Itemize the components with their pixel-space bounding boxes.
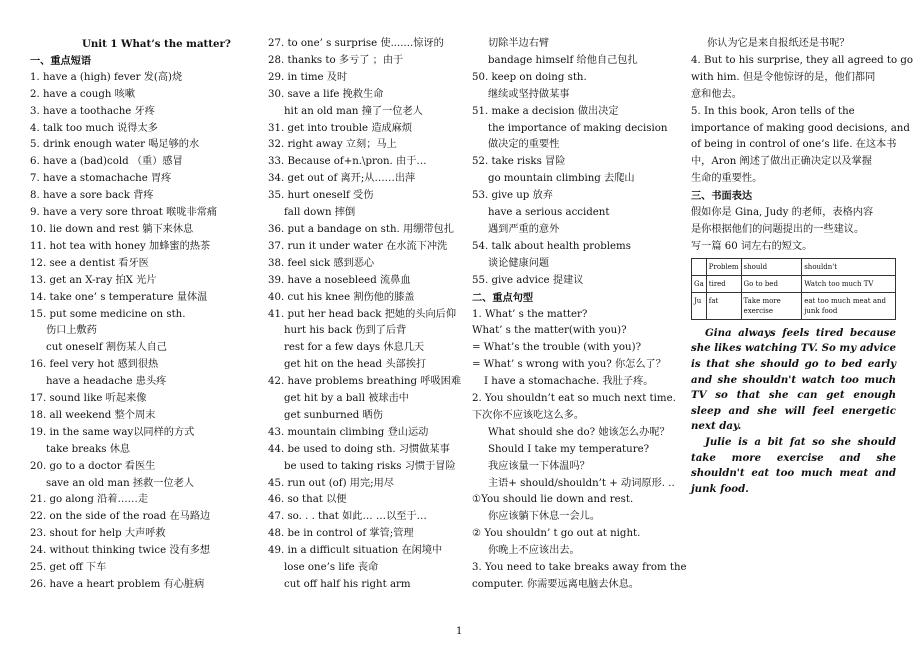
text-line: 33. Because of+n.\pron. 由于… xyxy=(268,156,427,168)
text-line: 你认为它是来自报纸还是书呢？ xyxy=(707,38,850,49)
page-number: 1 xyxy=(456,626,463,637)
text-line: 17. sound like 听起来像 xyxy=(30,393,147,405)
text-line: 三、书面表达 xyxy=(691,190,753,203)
sentence-and-writing-list xyxy=(691,36,914,256)
text-line: 43. mountain climbing 登山运动 xyxy=(268,426,429,438)
table-header-cell: shouldn't xyxy=(802,258,896,275)
text-line: 52. take risks 冒险 xyxy=(472,156,566,168)
text-line: 写一篇 60 词左右的短文。 xyxy=(691,240,813,252)
text-line: 中，Aron 阐述了做出正确决定以及掌握 xyxy=(691,156,872,168)
text-line: 28. thanks to 多亏了 ；由于 xyxy=(268,54,404,66)
text-line: Should I take my temperature? xyxy=(488,443,650,455)
text-line: 19. in the same way以同样的方式 xyxy=(30,426,195,438)
text-line: 15. put some medicine on sth. xyxy=(30,308,186,320)
text-line: 36. put a bandage on sth. 用绷带包扎 xyxy=(268,223,454,235)
column-2 xyxy=(268,36,468,594)
text-line: 5. In this book, Aron tells of the xyxy=(691,105,855,117)
text-line: rest for a few days 休息几天 xyxy=(284,342,425,354)
text-line: importance of making good decisions, and xyxy=(691,122,910,134)
column-3 xyxy=(472,36,687,594)
text-line: save an old man 拯救一位老人 xyxy=(46,477,195,489)
text-line: 10. lie down and rest 躺下来休息 xyxy=(30,223,194,235)
advice-table xyxy=(691,258,896,320)
text-line: 38. feel sick 感到恶心 xyxy=(268,257,375,269)
text-line: 25. get off 下车 xyxy=(30,562,107,574)
text-line: 49. in a difficult situation 在闲境中 xyxy=(268,545,443,557)
text-line: 4. But to his surprise, they all agreed to go xyxy=(691,54,914,66)
text-line: 37. run it under water 在水流下冲洗 xyxy=(268,240,448,252)
text-line: 二、重点句型 xyxy=(472,291,534,304)
text-line: 13. get an X-ray 拍X 光片 xyxy=(30,274,157,286)
text-line: 你晚上不应该出去。 xyxy=(488,545,580,557)
text-line: fall down 摔倒 xyxy=(284,207,356,219)
text-line: 32. right away 立刻；马上 xyxy=(268,139,397,151)
table-cell: Ga xyxy=(692,275,707,292)
text-line: 53. give up 放弃 xyxy=(472,190,553,202)
text-line: get hit on the head 头部挨打 xyxy=(284,359,427,371)
phrase-and-sentence-list xyxy=(472,36,687,594)
text-line: 我应该量一下体温吗？ xyxy=(488,460,590,472)
text-line: 21. go along 沿着……走 xyxy=(30,494,149,506)
table-header-cell: should xyxy=(741,258,802,275)
text-line: 16. feel very hot 感到很热 xyxy=(30,359,159,371)
text-line: 12. see a dentist 看牙医 xyxy=(30,257,149,269)
text-line: 5. drink enough water 喝足够的水 xyxy=(30,139,200,151)
text-line: 41. put her head back 把她的头向后仰 xyxy=(268,308,457,320)
text-line: 做决定的重要性 xyxy=(488,139,560,151)
text-line: 50. keep on doing sth. xyxy=(472,71,587,83)
table-cell: Ju xyxy=(692,292,707,319)
section-heading-phrases: 一、重点短语 xyxy=(30,54,92,67)
essay-paragraph-1: Gina always feels tired because she likes watching TV. So my advice is that she should go to bed early and she shouldn't watch too much TV so that she can get enough sleep and she will feel energetic next day. xyxy=(691,326,896,433)
text-line: 44. be used to doing sth. 习惯做某事 xyxy=(268,443,450,455)
phrase-list xyxy=(268,36,468,594)
text-line: hurt his back 伤到了后背 xyxy=(284,325,407,337)
text-line: 是你根据他们的问题提出的一些建议。 xyxy=(691,223,865,235)
table-cell: tired xyxy=(706,275,741,292)
text-line: the importance of making decision xyxy=(488,122,668,134)
text-line: 切除半边右臂 xyxy=(488,38,550,49)
text-line: 生命的重要性。 xyxy=(691,173,763,185)
text-line: 51. make a decision 做出决定 xyxy=(472,105,619,117)
text-line: ② You shouldn’ t go out at night. xyxy=(472,528,641,540)
table-cell: Go to bed xyxy=(741,275,802,292)
essay-paragraph-2: Julie is a bit fat so she should take more exercise and she shouldn't eat too much meat and junk food. xyxy=(691,435,896,495)
text-line: 39. have a nosebleed 流鼻血 xyxy=(268,274,411,286)
text-line: 48. be in control of 掌管;管理 xyxy=(268,528,414,540)
text-line: 4. talk too much 说得太多 xyxy=(30,122,158,134)
table-row xyxy=(692,292,896,319)
unit-title: Unit 1 What’s the matter? xyxy=(82,38,231,50)
text-line: 伤口上敷药 xyxy=(46,325,97,337)
text-line: of being in control of one’s life. 在这本书 xyxy=(691,139,897,151)
text-line: 假如你是 Gina, Judy 的老师，表格内容 xyxy=(691,207,874,219)
text-line: 主语+ should/shouldn’t + 动词原形. .. xyxy=(488,477,675,489)
column-1 xyxy=(30,36,235,594)
table-cell: eat too much meat and junk food xyxy=(802,292,896,319)
text-line: I have a stomachache. 我肚子疼。 xyxy=(484,376,654,388)
text-line: 2. You shouldn’t eat so much next time. xyxy=(472,393,676,405)
text-line: = What’ s wrong with you? 你怎么了？ xyxy=(472,359,666,371)
text-line: cut off half his right arm xyxy=(284,579,411,590)
text-line: 40. cut his knee 割伤他的膝盖 xyxy=(268,291,415,303)
text-line: 继续或坚持做某事 xyxy=(488,88,570,100)
table-cell: Watch too much TV xyxy=(802,275,896,292)
text-line: 2. have a cough 咳嗽 xyxy=(30,88,136,100)
text-line: 11. hot tea with honey 加蜂蜜的热茶 xyxy=(30,240,211,252)
text-line: get hit by a ball 被球击中 xyxy=(284,393,409,405)
text-line: ①You should lie down and rest. xyxy=(472,494,634,506)
text-line: take breaks 休息 xyxy=(46,443,131,455)
text-line: 29. in time 及时 xyxy=(268,71,348,83)
table-header-cell xyxy=(692,258,707,275)
text-line: 47. so. . . that 如此… …以至于… xyxy=(268,511,427,523)
text-line: 42. have problems breathing 呼吸困难 xyxy=(268,376,462,388)
table-row xyxy=(692,275,896,292)
text-line: 3. have a toothache 牙疼 xyxy=(30,105,155,117)
text-line: 谈论健康问题 xyxy=(488,257,550,269)
text-line: = What’s the trouble (with you)? xyxy=(472,342,642,354)
text-line: 22. on the side of the road 在马路边 xyxy=(30,511,211,523)
text-line: 26. have a heart problem 有心脏病 xyxy=(30,579,205,590)
text-line: 6. have a (bad)cold （重）感冒 xyxy=(30,156,183,168)
text-line: 45. run out (of) 用完;用尽 xyxy=(268,477,394,489)
text-line: bandage himself 给他自己包扎 xyxy=(488,54,638,66)
text-line: have a serious accident xyxy=(488,207,610,219)
table-cell: Take more exercise xyxy=(741,292,802,319)
text-line: be used to taking risks 习惯于冒险 xyxy=(284,460,456,472)
text-line: 意和他去。 xyxy=(691,88,742,100)
text-line: 27. to one’ s surprise 使.......惊讶的 xyxy=(268,38,444,49)
text-line: 30. save a life 挽救生命 xyxy=(268,88,384,100)
text-line: 18. all weekend 整个周末 xyxy=(30,409,156,421)
text-line: 34. get out of 离开;从……出萍 xyxy=(268,173,416,185)
text-line: 7. have a stomachache 胃疼 xyxy=(30,173,172,185)
text-line: 46. so that 以便 xyxy=(268,494,347,506)
text-line: 8. have a sore back 背疼 xyxy=(30,190,154,202)
text-line: 你应该躺下休息一会儿。 xyxy=(488,511,601,523)
text-line: 54. talk about health problems xyxy=(472,240,631,252)
table-header-cell: Problem xyxy=(706,258,741,275)
text-line: 1. have a (high) fever 发(高)烧 xyxy=(30,71,183,83)
text-line: 31. get into trouble 造成麻烦 xyxy=(268,122,413,134)
text-line: lose one’s life 丧命 xyxy=(284,562,379,574)
column-4 xyxy=(691,36,914,497)
text-line: 55. give advice 提建议 xyxy=(472,274,584,286)
text-line: 20. go to a doctor 看医生 xyxy=(30,460,156,472)
text-line: have a headache 患头疼 xyxy=(46,376,167,388)
text-line: What should she do? 她该怎么办呢？ xyxy=(488,426,670,438)
text-line: 9. have a very sore throat 喉咙非常痛 xyxy=(30,207,218,219)
text-line: go mountain climbing 去爬山 xyxy=(488,173,635,185)
text-line: 1. What’ s the matter? xyxy=(472,308,588,320)
text-line: 24. without thinking twice 没有多想 xyxy=(30,545,211,557)
text-line: What’ s the matter(with you)? xyxy=(472,325,627,337)
text-line: 14. take one’ s temperature 量体温 xyxy=(30,291,208,303)
text-line: 35. hurt oneself 受伤 xyxy=(268,190,374,202)
text-line: 3. You need to take breaks away from the xyxy=(472,562,687,574)
text-line: 23. shout for help 大声呼救 xyxy=(30,528,166,540)
text-line: hit an old man 撞了一位老人 xyxy=(284,105,423,117)
phrase-list xyxy=(30,70,235,594)
text-line: 下次你不应该吃这么多。 xyxy=(472,409,585,421)
table-cell: fat xyxy=(706,292,741,319)
text-line: get sunburned 晒伤 xyxy=(284,409,383,421)
text-line: 遇到严重的意外 xyxy=(488,223,560,235)
text-line: cut oneself 割伤某人自己 xyxy=(46,342,167,354)
text-line: with him. 但是令他惊讶的是，他们都同 xyxy=(691,71,876,83)
text-line: computer. 你需要远离电脑去休息。 xyxy=(472,579,639,590)
